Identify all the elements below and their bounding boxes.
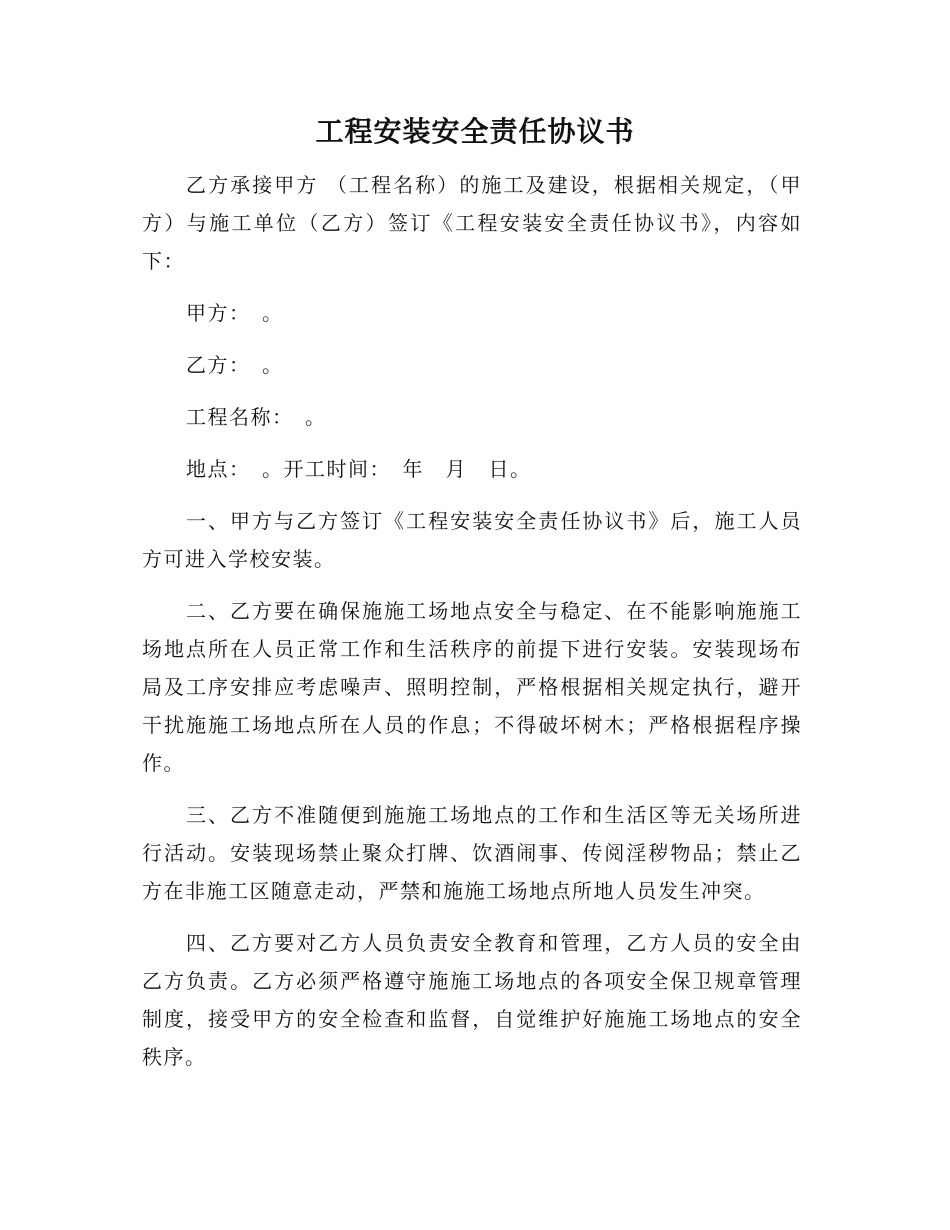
field-project-name: 工程名称： 。 <box>186 405 327 429</box>
clause-4: 四、乙方要对乙方人员负责安全教育和管理，乙方人员的安全由乙方负责。乙方必须严格遵守施施工场地点的各项安全保卫规章管理制度，接受甲方的安全检查和监督，自觉维护好施施工场地点的安全秩序。 <box>142 931 802 1069</box>
party-fields <box>142 294 802 488</box>
field-party-b: 乙方： 。 <box>186 353 284 377</box>
clause-3: 三、乙方不准随便到施施工场地点的工作和生活区等无关场所进行活动。安装现场禁止聚众打牌、饮酒闹事、传阅淫秽物品；禁止乙方在非施工区随意走动，严禁和施施工场地点所地人员发生冲突。 <box>142 803 802 903</box>
clause-1: 一、甲方与乙方签订《工程安装安全责任协议书》后，施工人员方可进入学校安装。 <box>142 509 802 571</box>
document-title: 工程安装安全责任协议书 <box>315 115 635 148</box>
document-body <box>142 166 802 1076</box>
field-party-a: 甲方： 。 <box>186 301 284 325</box>
clause-2: 二、乙方要在确保施施工场地点安全与稳定、在不能影响施施工场地点所在人员正常工作和生活秩序的前提下进行安装。安装现场布局及工序安排应考虑噪声、照明控制，严格根据相关规定执行，避开干扰施施工场地点所在人员的作息；不得破坏树木；严格根据程序操作。 <box>142 599 802 775</box>
intro-paragraph: 乙方承接甲方 （工程名称）的施工及建设，根据相关规定，（甲方）与施工单位（乙方）签订《工程安装安全责任协议书》，内容如下： <box>142 173 802 273</box>
field-location-start-date: 地点： 。开工时间： 年 月 日。 <box>186 457 532 481</box>
